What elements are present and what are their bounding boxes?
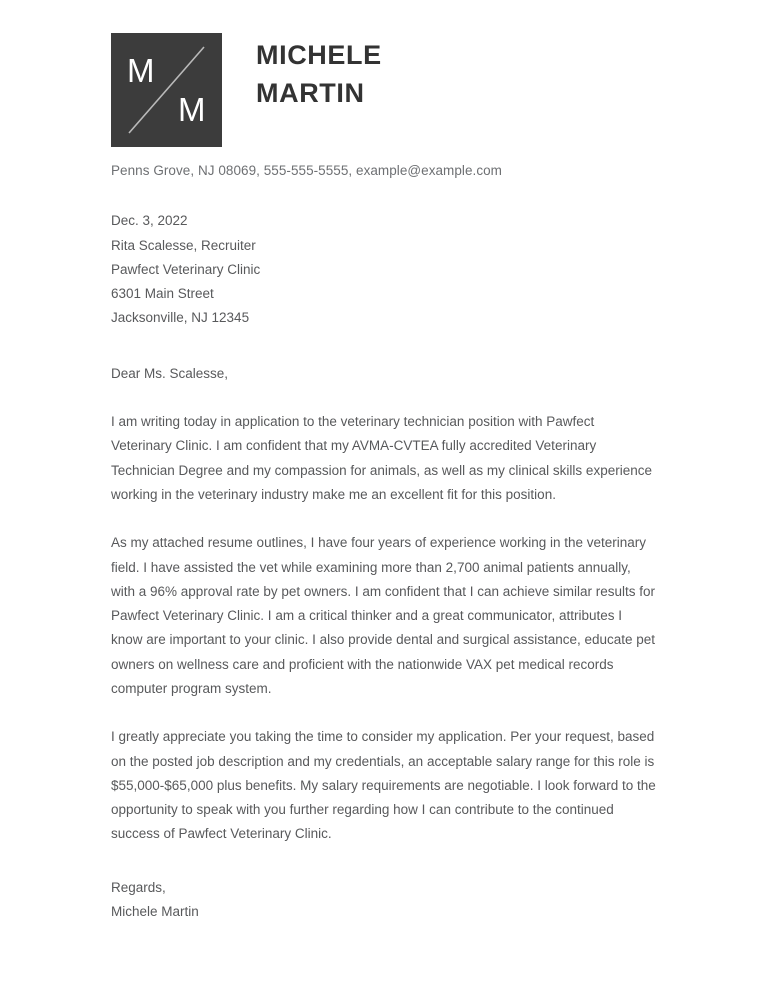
letter-date: Dec. 3, 2022: [111, 213, 188, 229]
signature-name: Michele Martin: [111, 904, 199, 920]
letter-paragraph-3: I greatly appreciate you taking the time to consider my application. Per your request, based on the posted job description and my credentials, an acceptable salary range for this role is $55,000-$65,000 plus benefits. My salary requirements are negotiable. I look forward to the opportunity to speak with you further regarding how I can contribute to the continued success of Pawfect Veterinary Clinic.: [111, 729, 656, 842]
applicant-name: [222, 33, 382, 113]
closing-salutation: Regards,: [111, 879, 166, 895]
letter-heading-block: [111, 209, 657, 330]
applicant-first-name: MICHELE: [256, 40, 382, 70]
monogram-diagonal-slash-icon: [111, 33, 222, 147]
recipient-name: Rita Scalesse, Recruiter: [111, 237, 256, 253]
letter-paragraph-2: As my attached resume outlines, I have four years of experience working in the veterinary field. I have assisted the vet while examining more than 2,700 animal patients annually, with a 96% approval rate by pet owners. I am confident that I can achieve similar results for Pawfect Veterinary Clinic. I am a critical thinker and a great communicator, attributes I know are important to your clinic. I also provide dental and surgical assistance, educate pet owners on wellness care and proficient with the nationwide VAX pet medical records computer program system.: [111, 535, 656, 696]
recipient-company: Pawfect Veterinary Clinic: [111, 261, 261, 277]
applicant-last-name: MARTIN: [256, 78, 365, 109]
recipient-city-state-zip: Jacksonville, NJ 12345: [111, 310, 250, 326]
contact-info-line: Penns Grove, NJ 08069, 555-555-5555, example@example.com: [111, 163, 502, 178]
monogram-logo: [111, 33, 222, 147]
letter-paragraph-1: I am writing today in application to the veterinary technician position with Pawfect Veterinary Clinic. I am confident that my AVMA-CVTEA fully accredited Veterinary Technician Degree and my compassion for animals, as well as my clinical skills experience working in the veterinary industry make me an excellent fit for this position.: [111, 414, 652, 502]
letter-salutation: Dear Ms. Scalesse,: [111, 365, 229, 381]
recipient-street: 6301 Main Street: [111, 286, 214, 302]
monogram-initial-bottom: M: [178, 91, 206, 128]
letterhead-header: [111, 0, 657, 147]
monogram-initial-top: M: [127, 52, 155, 89]
letter-closing-block: [111, 876, 657, 925]
